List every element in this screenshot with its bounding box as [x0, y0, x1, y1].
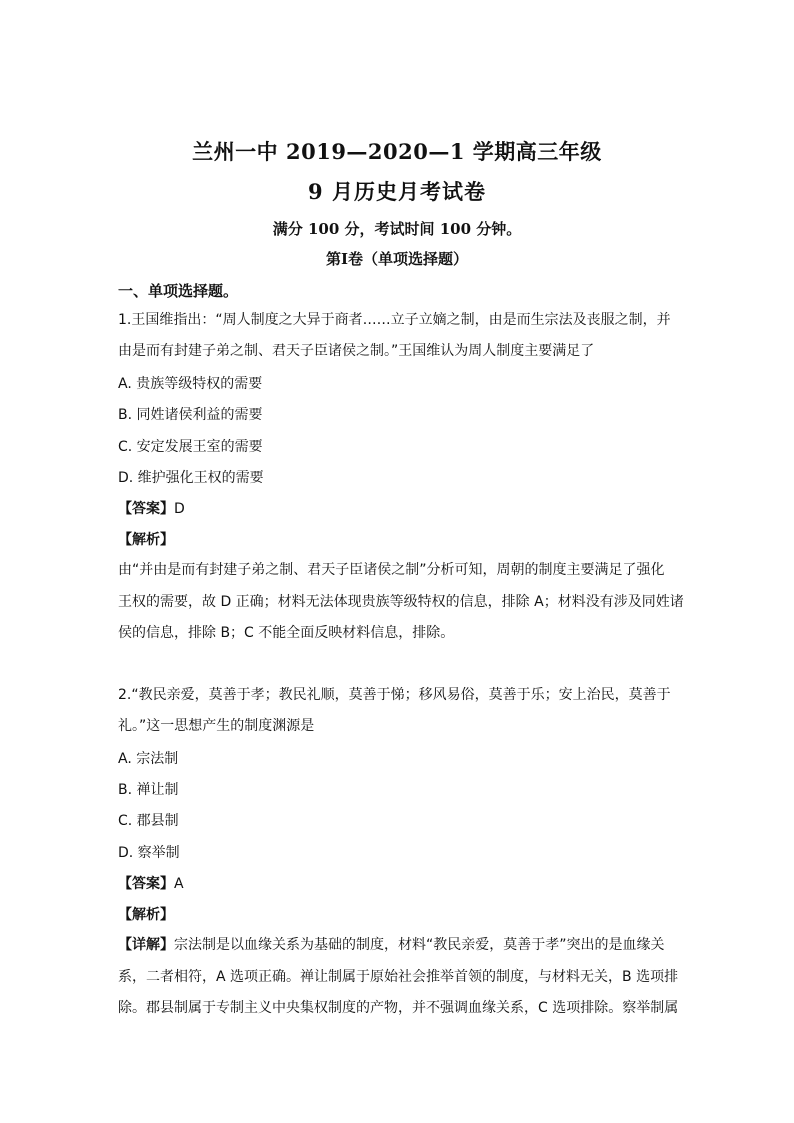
question-2-analysis-line-1 — [118, 930, 678, 961]
analysis-label: 【解析】 — [118, 532, 174, 548]
exam-title-line2: 9 月历史月考试卷 — [308, 179, 486, 204]
question-2-analysis-line-3: 除。郡县制属于专制主义中央集权制度的产物，并不强调血缘关系，C 选项排除。察举制属 — [118, 1000, 679, 1016]
answer-label: 【答案】 — [118, 501, 174, 517]
question-1-stem-line-1: 1.王国维指出：“周人制度之大异于商者……立子立嫡之制，由是而生宗法及丧服之制，并 — [118, 312, 671, 328]
question-1-analysis-line-3: 侯的信息，排除 B；C 不能全面反映材料信息，排除。 — [118, 625, 455, 641]
question-1-answer — [118, 498, 185, 518]
score-info: 满分 100 分，考试时间 100 分钟。 — [272, 220, 522, 238]
question-2-option-a: A. 宗法制 — [118, 751, 179, 767]
question-2-option-c: C. 郡县制 — [118, 813, 179, 829]
section-title: 一、单项选择题。 — [118, 282, 239, 300]
question-1-option-c: C. 安定发展王室的需要 — [118, 439, 263, 455]
question-1-analysis-label — [118, 529, 174, 549]
question-1-analysis-line-1: 由“并由是而有封建子弟之制、君天子臣诸侯之制”分析可知，周朝的制度主要满足了强化 — [118, 562, 665, 578]
analysis-text: 宗法制是以血缘关系为基础的制度，材料“教民亲爱，莫善于孝”突出的是血缘关 — [174, 937, 665, 953]
question-1-option-a: A. 贵族等级特权的需要 — [118, 376, 263, 392]
question-2-analysis-line-2: 系，二者相符，A 选项正确。禅让制属于原始社会推举首领的制度，与材料无关，B 选项排 — [118, 969, 679, 985]
question-1-option-b: B. 同姓诸侯利益的需要 — [118, 407, 263, 423]
exam-title-line1: 兰州一中 2019—2020—1 学期高三年级 — [192, 139, 602, 164]
question-2-stem-line-1: 2.“教民亲爱，莫善于孝；教民礼顺，莫善于悌；移风易俗，莫善于乐；安上治民，莫善于 — [118, 687, 671, 703]
volume-heading: 第Ⅰ卷（单项选择题） — [325, 250, 469, 268]
detail-label: 【详解】 — [118, 937, 174, 953]
answer-label: 【答案】 — [118, 876, 174, 892]
question-1-analysis-line-2: 王权的需要，故 D 正确；材料无法体现贵族等级特权的信息，排除 A；材料没有涉及同姓诸 — [118, 594, 684, 610]
answer-value: A — [174, 876, 184, 892]
analysis-label: 【解析】 — [118, 907, 174, 923]
question-2-stem-line-2: 礼。”这一思想产生的制度渊源是 — [118, 718, 315, 734]
question-1-option-d: D. 维护强化王权的需要 — [118, 470, 264, 486]
answer-value: D — [174, 501, 185, 517]
question-2-analysis-label — [118, 904, 174, 924]
question-2-answer — [118, 873, 184, 893]
question-2-option-d: D. 察举制 — [118, 845, 180, 861]
question-2-option-b: B. 禅让制 — [118, 782, 179, 798]
question-1-stem-line-2: 由是而有封建子弟之制、君天子臣诸侯之制。”王国维认为周人制度主要满足了 — [118, 343, 595, 359]
